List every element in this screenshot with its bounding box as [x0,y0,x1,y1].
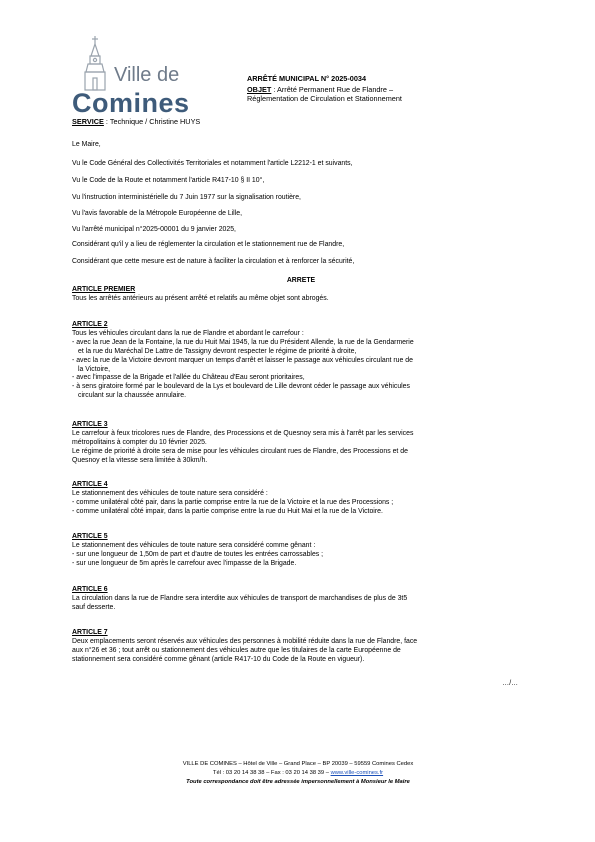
article-3-line: Quesnoy et la vitesse sera limitée à 30km/h. [72,456,208,464]
vu-code-route: Vu le Code de la Route et notamment l'article R417-10 § II 10°, [72,177,265,184]
article-7-line: Deux emplacements seront réservés aux véhicules des personnes à mobilité réduite dans la rue de Flandre, face [72,637,418,645]
continued-mark: …/… [502,680,518,687]
service-value: : Technique / Christine HUYS [103,117,201,126]
article-3-line: métropolitains à compter du 10 février 2025. [72,438,207,446]
objet-block [247,86,402,103]
article-3-title: ARTICLE 3 [72,421,108,428]
logo-ville-text: Ville de [114,64,180,86]
article-1 [72,286,530,304]
vu-avis-mel: Vu l'avis favorable de la Métropole Européenne de Lille, [72,210,242,217]
article-3 [72,421,530,466]
article-4-title: ARTICLE 4 [72,481,108,488]
article-6-line: La circulation dans la rue de Flandre sera interdite aux véhicules de transport de marchandises de plus de 3t5 [72,594,408,602]
article-7-line: stationnement sera considéré comme gênant (article R417-10 du Code de la Route en vigueur). [72,655,365,663]
objet-label: OBJET [247,85,272,94]
article-3-line: Le régime de priorité à droite sera de mise pour les véhicules circulant rues de Flandre, des Processions et de [72,447,408,455]
article-2-line: - à sens giratoire formé par le boulevard de la Lys et boulevard de Lille devront céder le passage aux véhicules [72,383,410,391]
article-5-line: - sur une longueur de 5m après le carrefour avec l'impasse de la Brigade. [72,559,297,567]
article-2-line: - avec la rue Jean de la Fontaine, la rue du Huit Mai 1945, la rue du Président Allende, la rue de la Gendarmerie [72,338,414,346]
article-7-title: ARTICLE 7 [72,629,108,636]
article-5-line: Le stationnement des véhicules de toute nature sera considéré comme gênant : [72,541,316,549]
objet-line1: : Arrêté Permanent Rue de Flandre – [271,85,394,94]
article-6-line: sauf desserte. [72,603,116,611]
article-6-title: ARTICLE 6 [72,586,108,593]
vu-cgct: Vu le Code Général des Collectivités Territoriales et notamment l'article L2212-1 et suivants, [72,160,353,167]
article-4-line: - comme unilatéral côté pair, dans la partie comprise entre la rue de la Victoire et la rue des Processions ; [72,498,394,506]
article-1-title: ARTICLE PREMIER [72,286,136,293]
article-2-line: et la rue du Maréchal De Lattre de Tassigny devront respecter le régime de priorité à droite, [78,347,357,355]
considerant-reglementer: Considérant qu'il y a lieu de réglementer la circulation et le stationnement rue de Flandre, [72,241,345,248]
article-5 [72,533,530,569]
le-maire: Le Maire, [72,141,101,148]
considerant-securite: Considérant que cette mesure est de nature à faciliter la circulation et à renforcer la sécurité, [72,258,355,265]
footer-correspondence-note: Toute correspondance doit être adressée impersonnellement à Monsieur le Maire [186,779,410,785]
article-1-text: Tous les arrêtés antérieurs au présent arrêté et relatifs au même objet sont abrogés. [72,294,329,302]
footer [72,760,524,787]
city-logo [72,36,190,118]
article-2-line: la Victoire, [78,365,111,373]
article-2-line: Tous les véhicules circulant dans la rue de Flandre et abordant le carrefour : [72,329,304,337]
arrete-number: ARRÊTÉ MUNICIPAL N° 2025-0034 [247,74,367,83]
article-6 [72,586,530,613]
vu-arrete-municipal: Vu l'arrêté municipal n°2025-00001 du 9 janvier 2025, [72,226,236,233]
logo-comines-text: Comines [72,88,190,118]
article-7-line: aux n°26 et 36 ; tout arrêt ou stationnement des véhicules autre que les titulaires de la carte Européenne de [72,646,401,654]
article-2-line: circulant sur la chaussée annulaire. [78,392,187,400]
objet-line2: Réglementation de Circulation et Stationnement [247,93,402,103]
article-4 [72,481,530,517]
article-2-line: - avec la rue de la Victoire devront marquer un temps d'arrêt et laisser le passage aux véhicules circulant rue de [72,356,413,364]
church-tower-icon [82,36,108,92]
article-2 [72,321,530,401]
arrete-heading: ARRETE [286,277,316,284]
article-2-line: - avec l'impasse de la Brigade et l'allée du Château d'Eau seront prioritaires, [72,374,305,382]
article-7 [72,629,530,665]
article-2-title: ARTICLE 2 [72,321,108,328]
article-4-line: Le stationnement des véhicules de toute nature sera considéré : [72,489,268,497]
service-line [72,118,200,127]
footer-website-link[interactable]: www.ville-comines.fr [330,770,384,776]
article-5-line: - sur une longueur de 1,50m de part et d'autre de toutes les entrées carrossables ; [72,550,324,558]
footer-address: VILLE DE COMINES – Hôtel de Ville – Grand Place – BP 20039 – 59559 Comines Cedex [182,761,414,767]
footer-contact [72,769,524,778]
service-label: SERVICE [72,117,104,126]
article-5-title: ARTICLE 5 [72,533,108,540]
vu-instruction: Vu l'instruction interministérielle du 7 Juin 1977 sur la signalisation routière, [72,194,301,201]
footer-phone-fax: Tél : 03 20 14 38 38 – Fax : 03 20 14 38 39 – [212,770,331,776]
article-3-line: Le carrefour à feux tricolores rues de Flandre, des Processions et de Quesnoy sera mis à l'arrêt par les services [72,429,414,437]
article-4-line: - comme unilatéral côté impair, dans la partie comprise entre la rue du Huit Mai et la rue de la Victoire. [72,507,383,515]
